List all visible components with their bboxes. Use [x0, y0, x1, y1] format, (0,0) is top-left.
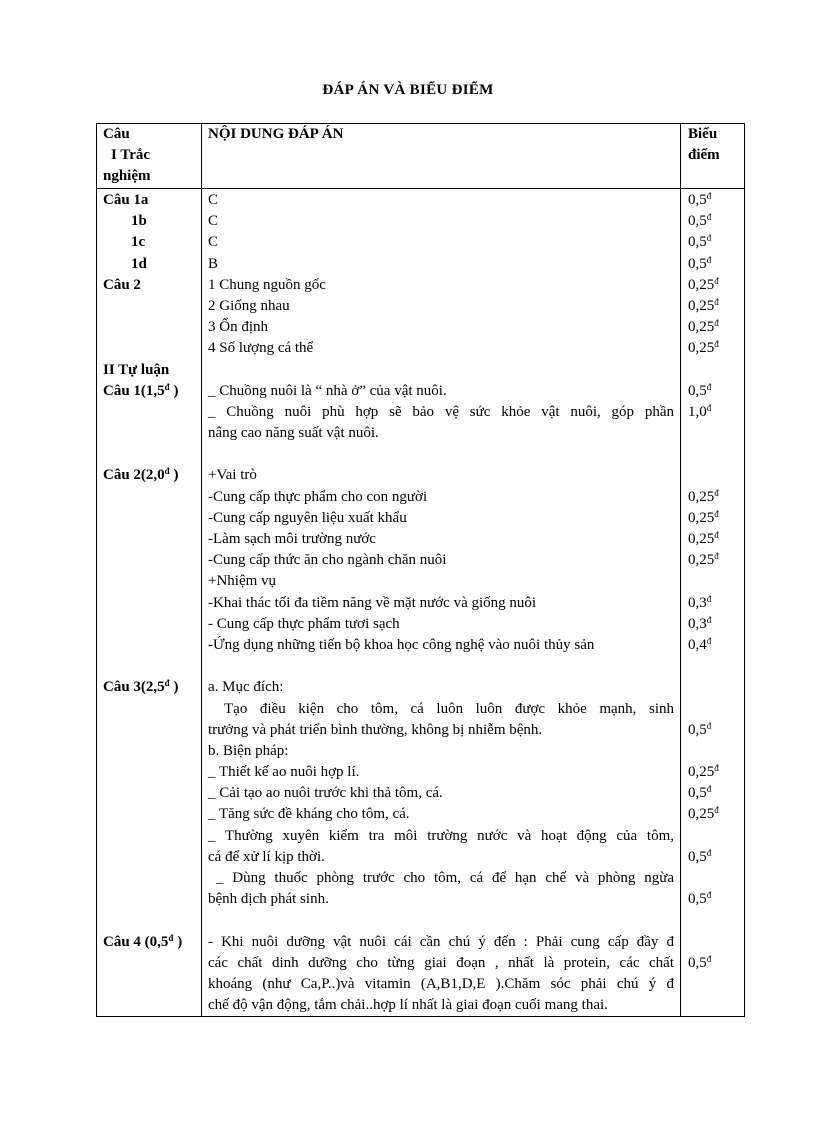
- answer-line: C: [208, 213, 219, 230]
- question-label: 1b: [131, 213, 147, 230]
- score-value: $0,5^đ$: [688, 381, 712, 399]
- header-cau-line: I Trắc: [111, 147, 151, 164]
- answer-line: +Nhiệm vụ: [208, 573, 277, 590]
- score-value: $0,5^đ$: [688, 953, 712, 971]
- score-value: $1,0^đ$: [688, 402, 712, 420]
- question-label: Câu 4 ($0,5^đ$ ): [103, 932, 183, 950]
- answer-table: [96, 123, 745, 1017]
- answer-line: - Khi nuôi dưỡng vật nuôi cái cần chú ý đến : Phải cung cấp đầy đ: [208, 933, 674, 950]
- answer-line: cá để xử lí kịp thời.: [208, 848, 325, 865]
- answer-line: _ Thường xuyên kiểm tra môi trường nước và hoạt động của tôm,: [208, 827, 674, 844]
- score-value: $0,5^đ$: [688, 212, 712, 230]
- section-label: II Tự luận: [103, 361, 170, 378]
- score-value: $0,5^đ$: [688, 847, 712, 865]
- answer-line: 2 Giống nhau: [208, 297, 290, 314]
- answer-line: _ Tăng sức đề kháng cho tôm, cá.: [208, 806, 410, 823]
- answer-line: -Khai thác tối đa tiềm năng về mặt nước và giống nuôi: [208, 594, 537, 611]
- answer-line: trưởng và phát triển bình thường, không bị nhiễm bệnh.: [208, 721, 543, 738]
- question-label: 1d: [131, 255, 147, 272]
- score-value: $0,25^đ$: [688, 318, 719, 336]
- question-label: Câu $2(2,0^đ$ ): [103, 466, 179, 484]
- score-value: $0,5^đ$: [688, 720, 712, 738]
- score-value: $0,5^đ$: [688, 233, 712, 251]
- score-value: $0,5^đ$: [688, 191, 712, 208]
- answer-line: khoáng (như Ca,P..)và vitamin (A,B1,D,E ).Chăm sóc phải chú ý đ: [208, 975, 674, 992]
- answer-line: các chất dinh dưỡng cho từng giai đoạn , nhất là protein, các chất: [208, 954, 674, 971]
- answer-line: _ Chuồng nuôi phù hợp sẽ bảo vệ sức khỏe vật nuôi, góp phần: [208, 403, 674, 420]
- answer-line: b. Biện pháp:: [208, 742, 289, 759]
- page-title: ĐÁP ÁN VÀ BIỂU ĐIỂM: [322, 82, 494, 98]
- answer-line: - Cung cấp thực phẩm tươi sạch: [208, 615, 400, 632]
- score-value: $0,25^đ$: [688, 763, 719, 781]
- answer-line: bệnh dịch phát sinh.: [208, 891, 329, 908]
- score-value: $0,25^đ$: [688, 551, 719, 569]
- answer-line: 4 Số lượng cá thể: [208, 340, 314, 357]
- answer-line: C: [208, 234, 219, 251]
- answer-line: _ Dùng thuốc phòng trước cho tôm, cá để hạn chế và phòng ngừa: [216, 870, 674, 886]
- score-value: $0,5^đ$: [688, 890, 712, 908]
- score-value: $0,25^đ$: [688, 275, 719, 293]
- answer-line: -Cung cấp thức ăn cho ngành chăn nuôi: [208, 552, 447, 569]
- score-value: $0,3^đ$: [688, 593, 712, 611]
- header-bieu-diem: [681, 124, 745, 189]
- score-value: $0,25^đ$: [688, 805, 719, 823]
- score-value: $0,25^đ$: [688, 296, 719, 314]
- question-label: Câu 2: [103, 276, 141, 293]
- score-value: $0,5^đ$: [688, 254, 712, 272]
- score-value: $0,25^đ$: [688, 530, 719, 547]
- header-noi-dung: [202, 124, 681, 189]
- answer-line: a. Mục đích:: [208, 679, 284, 696]
- table-body-row: [97, 189, 745, 1017]
- question-label: 1c: [131, 234, 146, 251]
- answer-line: -Cung cấp nguyên liệu xuất khẩu: [208, 509, 407, 526]
- header-bieu-diem-line: Biểu: [688, 126, 718, 142]
- score-value: $0,25^đ$: [688, 339, 719, 357]
- question-label: Câu $1(1,5^đ$ ): [103, 381, 179, 399]
- header-bieu-diem-line: điểm: [688, 147, 720, 164]
- answer-line: -Làm sạch môi trường nước: [208, 531, 376, 547]
- content-column: [202, 189, 681, 1017]
- answer-line: B: [208, 255, 219, 272]
- answer-line: +Vai trò: [208, 467, 257, 484]
- score-column: [681, 189, 745, 1017]
- answer-line: Tạo điều kiện cho tôm, cá luôn luôn được khỏe mạnh, sinh: [224, 700, 674, 717]
- header-noi-dung-label: NỘI DUNG ĐÁP ÁN: [208, 126, 344, 142]
- score-value: $0,25^đ$: [688, 508, 719, 526]
- answer-line: _ Cải tạo ao nuôi trước khi thả tôm, cá.: [208, 785, 443, 802]
- score-value: $0,5^đ$: [688, 784, 712, 802]
- answer-line: _ Chuồng nuôi là “ nhà ở” của vật nuôi.: [208, 382, 447, 399]
- answer-line: -Cung cấp thực phẩm cho con người: [208, 488, 428, 505]
- answer-line: nâng cao năng suất vật nuôi.: [208, 425, 379, 442]
- answer-line: 3 Ổn định: [208, 319, 268, 336]
- score-value: $0,3^đ$: [688, 614, 712, 632]
- header-cau-line: Câu: [103, 126, 130, 142]
- question-label: Câu $3(2,5^đ$ ): [103, 678, 179, 696]
- answer-line: chế độ vận động, tắm chải..hợp lí nhất là giai đoạn cuối mang thai.: [208, 997, 608, 1014]
- header-cau-line: nghiệm: [103, 168, 151, 185]
- score-value: $0,25^đ$: [688, 487, 719, 505]
- answer-line: -Ứng dụng những tiến bộ khoa học công nghệ vào nuôi thủy sản: [208, 636, 595, 653]
- answer-line: C: [208, 192, 219, 208]
- header-cau: [97, 124, 202, 189]
- table-header-row: [97, 124, 745, 189]
- score-value: $0,4^đ$: [688, 635, 712, 653]
- answer-line: _ Thiết kế ao nuôi hợp lí.: [208, 764, 360, 781]
- question-column: [97, 189, 202, 1017]
- question-label: Câu 1a: [103, 192, 149, 208]
- answer-line: 1 Chung nguồn gốc: [208, 276, 326, 293]
